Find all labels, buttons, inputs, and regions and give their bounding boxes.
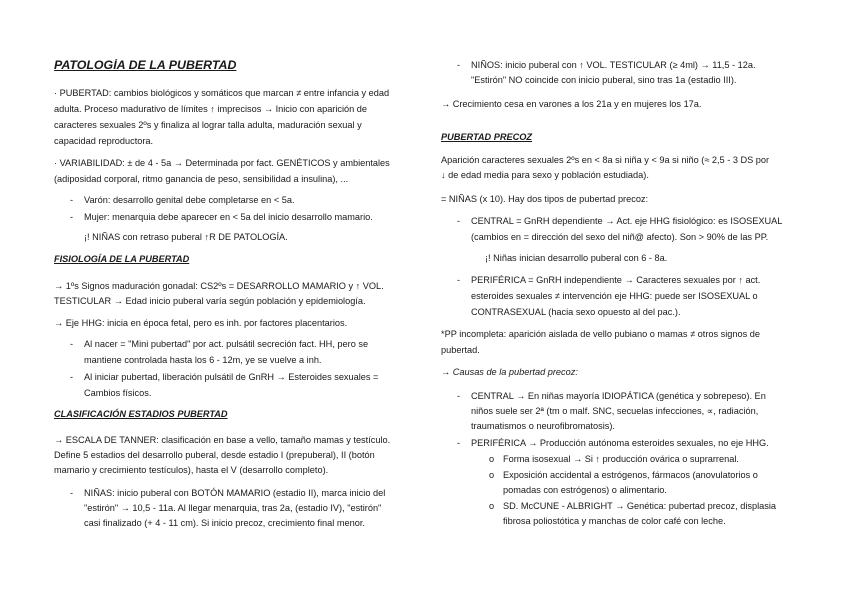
dash-bullet: - — [457, 391, 461, 401]
text-line: Aparición caracteres sexuales 2ºs en < 8a si niña y < 9a si niño (≈ 2,5 - 3 DS por — [441, 155, 770, 165]
text-line: capacidad reproductora. — [54, 136, 154, 146]
dash-bullet: - — [70, 339, 74, 349]
text-line: pomadas con estrógenos) o alimentario. — [503, 485, 667, 495]
text-line: adulta. Proceso madurativo de límites ↑ imprecisos → Inicio con aparición de — [54, 104, 368, 114]
tanner-line: → ESCALA DE TANNER: clasificación en base a vello, tamaño mamas y testículo. — [54, 435, 391, 445]
text-line: caracteres sexuales 2ºs y finaliza al lograr talla adulta, maduración sexual y — [54, 120, 362, 130]
text-line: fibrosa poliostótica y manchas de color café con leche. — [503, 516, 726, 526]
note-line: ¡! Niñas inician desarrollo puberal con 6 - 8a. — [485, 253, 668, 263]
text-line: "estirón" → 10,5 - 11a. Al llegar menarquia, tras 2a, (estadio IV), "estirón" — [84, 503, 382, 513]
eje-hhg-line: → Eje HHG: inicia en época fetal, pero es inh. por factores placentarios. — [54, 318, 348, 328]
dash-bullet: - — [457, 60, 461, 70]
text-line: CONTRASEXUAL (hacia sexo opuesto al del pac.). — [471, 307, 681, 317]
text-line: Define 5 estadios del desarrollo puberal, desde estadio I (prepuberal), II (botón — [54, 450, 375, 460]
pubertad-definition-line: · PUBERTAD: cambios biológicos y somáticos que marcan ≠ entre infancia y edad — [54, 88, 390, 98]
dash-bullet: - — [70, 488, 74, 498]
text-line: Cambios físicos. — [84, 388, 152, 398]
circle-bullet: o — [489, 470, 495, 480]
text-line: mantiene controlada hasta los 6 - 12m, ye se vuelve a inh. — [84, 355, 322, 365]
text-line: casi finalizado (+ 4 - 11 cm). Si inicio precoz, crecimiento final menor. — [84, 518, 365, 528]
text-line: (adiposidad corporal, ritmo ganancia de peso, sensibilidad a insulina), ... — [54, 174, 349, 184]
text-line: esteroides sexuales ≠ intervención eje HHG: puede ser ISOSEXUAL o — [471, 291, 758, 301]
text-line: pubertad. — [441, 345, 480, 355]
list-item: - PERIFÉRICA = GnRH independiente → Caracteres sexuales por ↑ act. — [457, 275, 761, 285]
section-heading-pubertad-precoz: PUBERTAD PRECOZ — [441, 132, 533, 142]
list-item: - Mujer: menarquia debe aparecer en < 5a del inicio desarrollo mamario. — [70, 212, 373, 222]
text-line: TESTICULAR → Edad inicio puberal varía según población y epidemiología. — [54, 296, 366, 306]
dash-bullet: - — [457, 275, 461, 285]
list-item: - Al iniciar pubertad, liberación pulsátil de GnRH → Esteroides sexuales = — [70, 372, 379, 382]
dash-bullet: - — [70, 212, 74, 222]
section-heading-fisiologia: FISIOLOGÍA DE LA PUBERTAD — [54, 254, 190, 264]
list-item: o Exposición accidental a estrógenos, fármacos (anovulatorios o — [489, 470, 758, 480]
dash-bullet: - — [70, 372, 74, 382]
list-item: - NIÑAS: inicio puberal con BOTÓN MAMARIO (estadio II), marca inicio del — [70, 488, 386, 498]
text-line: = NIÑAS (x 10). Hay dos tipos de pubertad precoz: — [441, 194, 649, 204]
list-item: - CENTRAL = GnRH dependiente → Act. eje HHG fisiológico: es ISOSEXUAL — [457, 216, 783, 226]
text-line: mamario y crecimiento testículos), hasta el V (desarrollo completo). — [54, 465, 329, 475]
list-item: - Al nacer = "Mini pubertad" por act. pulsátil secreción fact. HH, pero se — [70, 339, 369, 349]
dash-bullet: - — [457, 438, 461, 448]
variabilidad-line: · VARIABILIDAD: ± de 4 - 5a → Determinada por fact. GENÉTICOS y ambientales — [54, 158, 390, 168]
text-line: (cambios en = dirección del sexo del niñ@ afecto). Son > 90% de las PP. — [471, 232, 769, 242]
dash-bullet: - — [457, 216, 461, 226]
list-item: - CENTRAL → En niñas mayoría IDIOPÁTICA (genética y sobrepeso). En — [457, 391, 766, 401]
circle-bullet: o — [489, 501, 495, 511]
circle-bullet: o — [489, 454, 495, 464]
text-line: → Crecimiento cesa en varones a los 21a y en mujeres los 17a. — [441, 99, 702, 109]
text-line: "Estirón" NO coincide con inicio puberal, sino tras 1a (estadio III). — [471, 75, 737, 85]
note-line: ¡! NIÑAS con retraso puberal ↑R DE PATOLOGÍA. — [84, 232, 288, 242]
text-line: → 1ºs Signos maduración gonadal: CS2ºs = DESARROLLO MAMARIO y ↑ VOL. — [54, 281, 384, 291]
text-line: *PP incompleta: aparición aislada de vello pubiano o mamas ≠ otros signos de — [441, 329, 760, 339]
list-item: - NIÑOS: inicio puberal con ↑ VOL. TESTICULAR (≥ 4ml) → 11,5 - 12a. — [457, 60, 756, 70]
text-line: traumatismos o neurofibromatosis). — [471, 421, 615, 431]
section-heading-clasificacion: CLASIFICACIÓN ESTADIOS PUBERTAD — [54, 409, 228, 419]
list-item: - Varón: desarrollo genital debe completarse en < 5a. — [70, 195, 295, 205]
text-line: niños suele ser 2ª (tm o malf. SNC, secuelas infecciones, ∝, radiación, — [471, 406, 759, 416]
list-item: o SD. McCUNE - ALBRIGHT → Genética: pubertad precoz, displasia — [489, 501, 777, 511]
list-item: - PERIFÉRICA → Producción autónoma esteroides sexuales, no eje HHG. — [457, 438, 769, 448]
text-line: → Causas de la pubertad precoz: — [441, 367, 578, 377]
page-title: PATOLOGÍA DE LA PUBERTAD — [54, 59, 237, 71]
list-item: o Forma isosexual → Si ↑ producción ovárica o suprarrenal. — [489, 454, 739, 464]
dash-bullet: - — [70, 195, 74, 205]
text-line: ↓ de edad media para sexo y población estudiada). — [441, 170, 649, 180]
